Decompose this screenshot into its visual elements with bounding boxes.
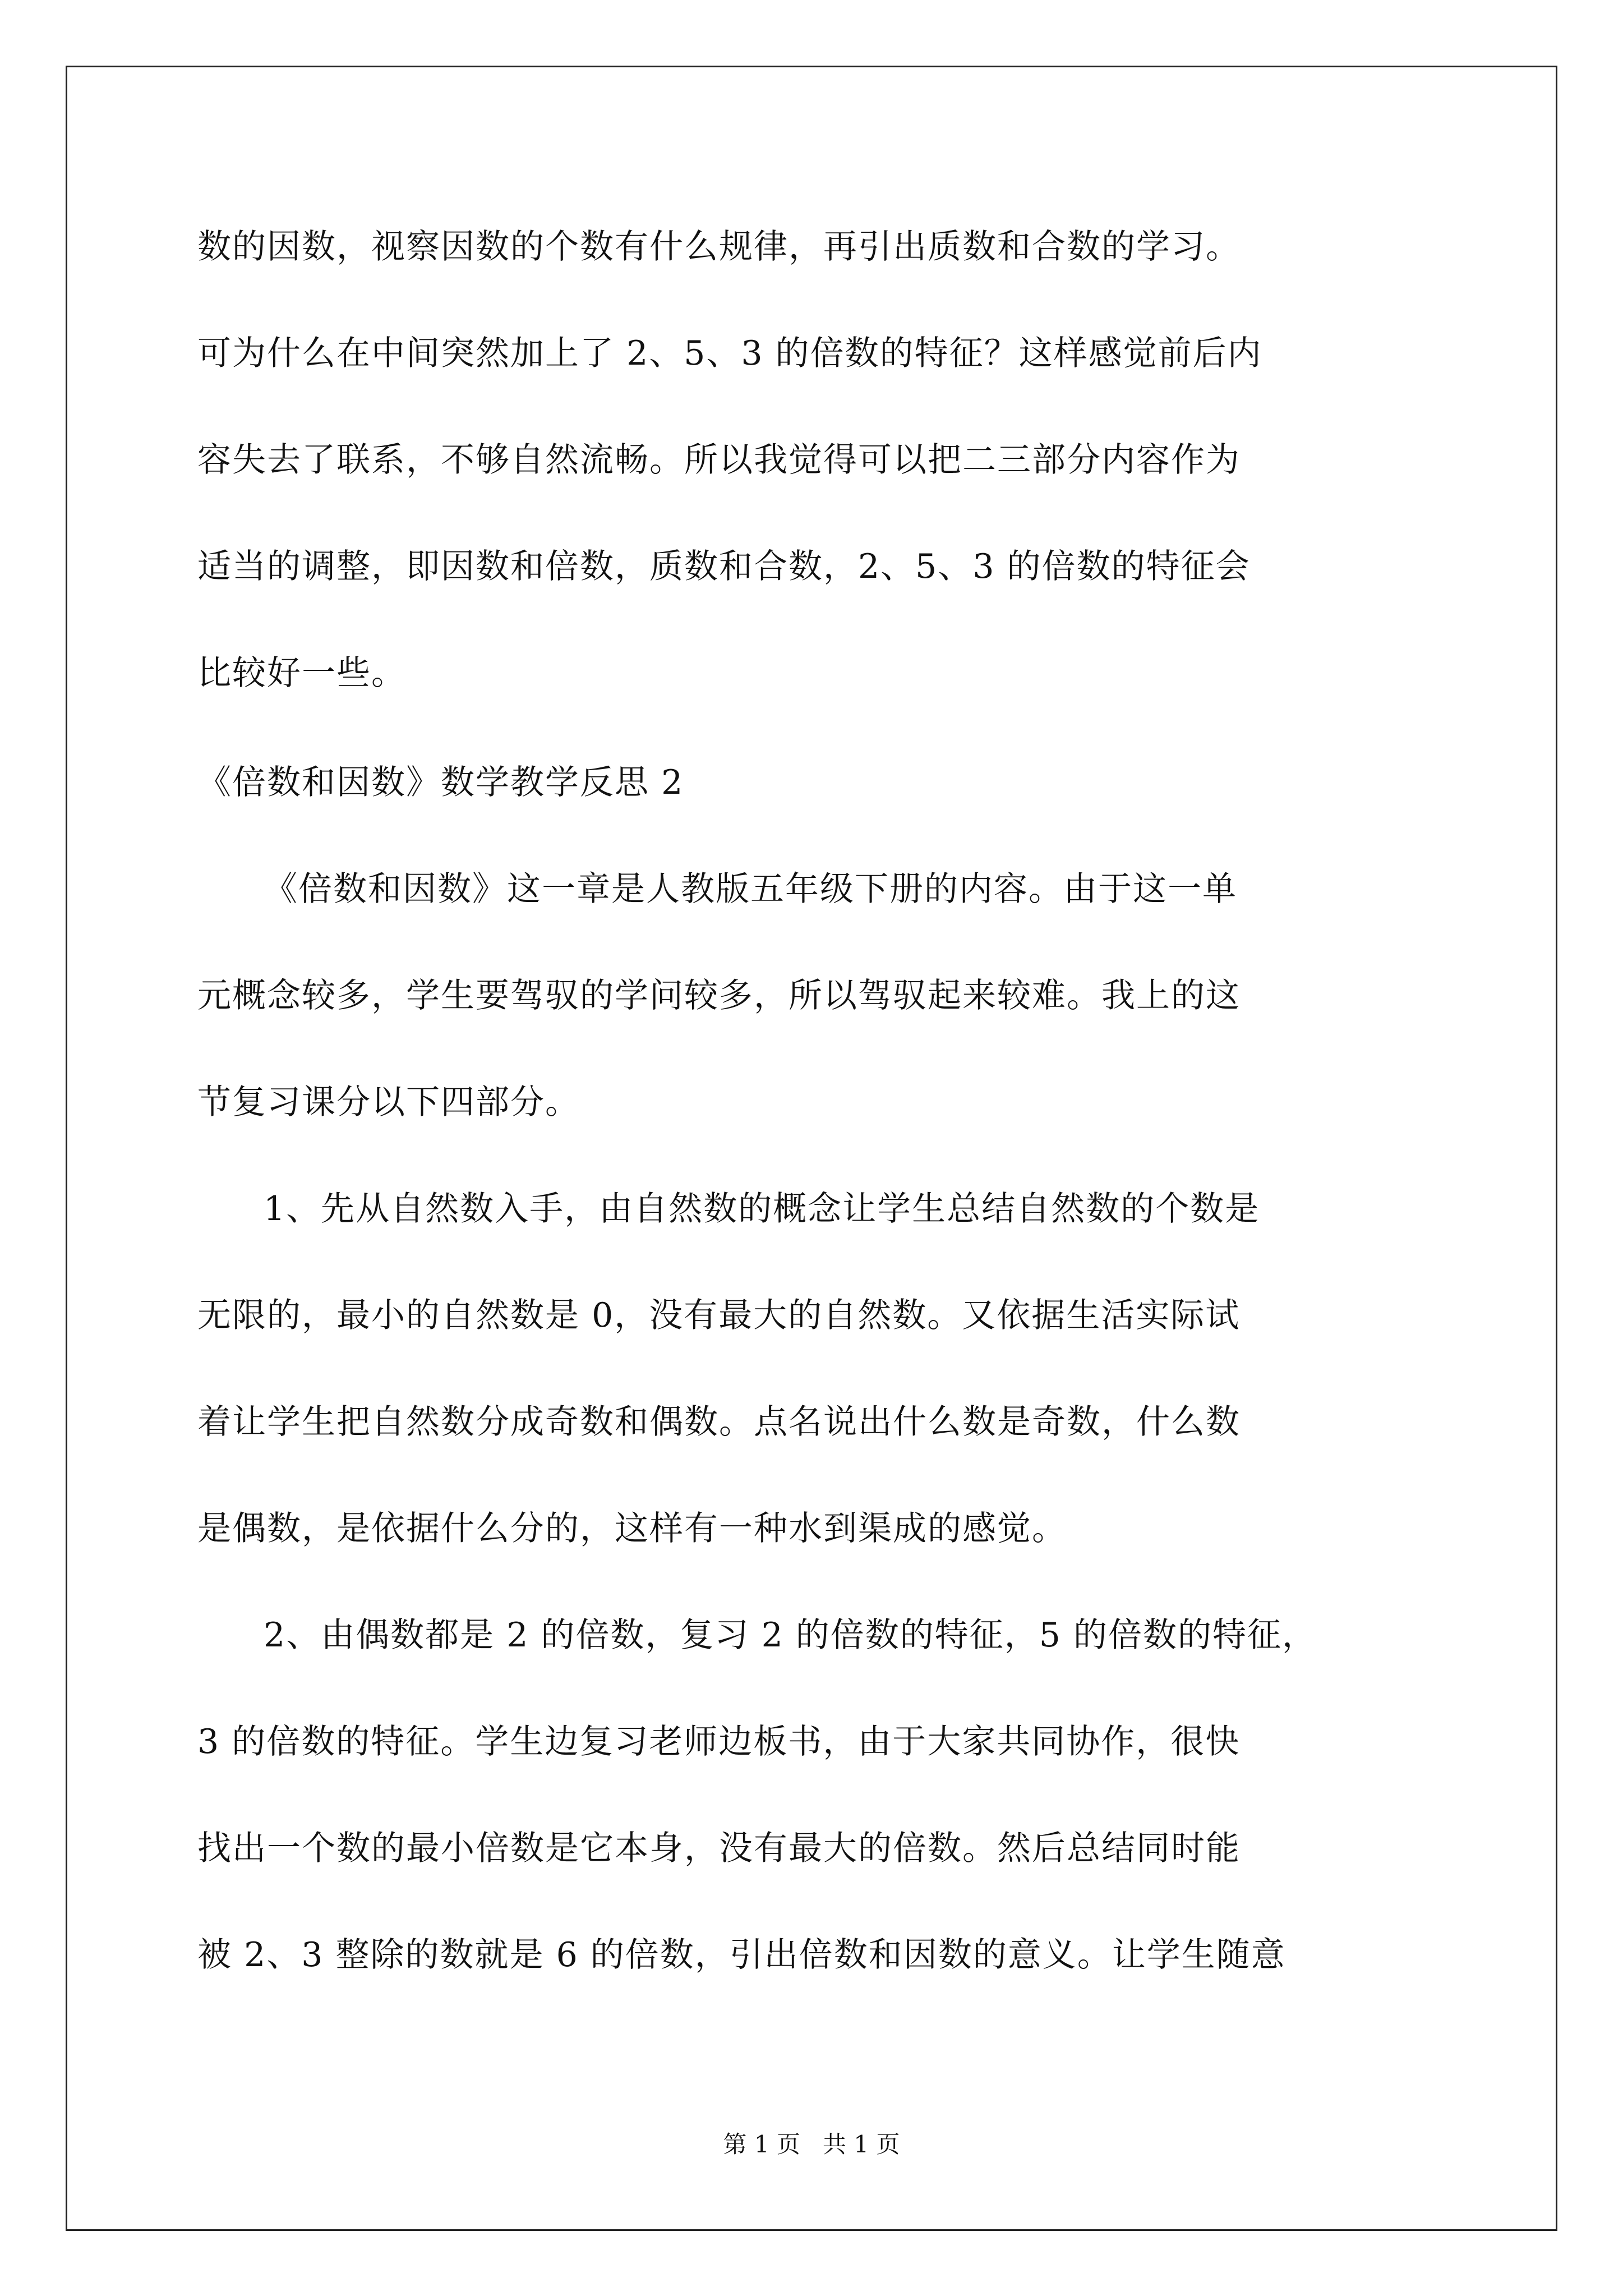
body-line-6: 《倍数和因数》这一章是人教版五年级下册的内容。由于这一单 [264, 869, 1237, 909]
body-line-11: 着让学生把自然数分成奇数和偶数。点名说出什么数是奇数，什么数 [197, 1402, 1241, 1442]
body-line-15: 找出一个数的最小倍数是它本身，没有最大的倍数。然后总结同时能 [197, 1829, 1241, 1868]
body-line-4: 适当的调整，即因数和倍数，质数和合数，2、5、3 的倍数的特征会 [197, 547, 1251, 586]
body-line-12: 是偶数，是依据什么分的，这样有一种水到渠成的感觉。 [197, 1509, 1067, 1548]
body-line-16: 被 2、3 整除的数就是 6 的倍数，引出倍数和因数的意义。让学生随意 [197, 1935, 1286, 1975]
body-line-10: 无限的，最小的自然数是 0，没有最大的自然数。又依据生活实际试 [197, 1296, 1241, 1335]
body-line-14: 3 的倍数的特征。学生边复习老师边板书，由于大家共同协作，很快 [197, 1722, 1241, 1761]
body-line-5: 比较好一些。 [197, 654, 406, 693]
body-line-8: 节复习课分以下四部分。 [197, 1083, 580, 1122]
body-line-3: 容失去了联系，不够自然流畅。所以我觉得可以把二三部分内容作为 [197, 440, 1241, 480]
section-heading: 《倍数和因数》数学教学反思 2 [197, 763, 684, 802]
page-footer: 第 1 页 共 1 页 [723, 2131, 900, 2158]
body-line-9: 1、先从自然数入手，由自然数的概念让学生总结自然数的个数是 [264, 1189, 1260, 1228]
body-line-7: 元概念较多，学生要驾驭的学问较多，所以驾驭起来较难。我上的这 [197, 976, 1241, 1015]
body-line-2: 可为什么在中间突然加上了 2、5、3 的倍数的特征？这样感觉前后内 [197, 334, 1262, 373]
body-line-1: 数的因数，视察因数的个数有什么规律，再引出质数和合数的学习。 [197, 227, 1241, 266]
page-border [66, 66, 1557, 2231]
body-line-13: 2、由偶数都是 2 的倍数，复习 2 的倍数的特征，5 的倍数的特征， [264, 1616, 1317, 1655]
